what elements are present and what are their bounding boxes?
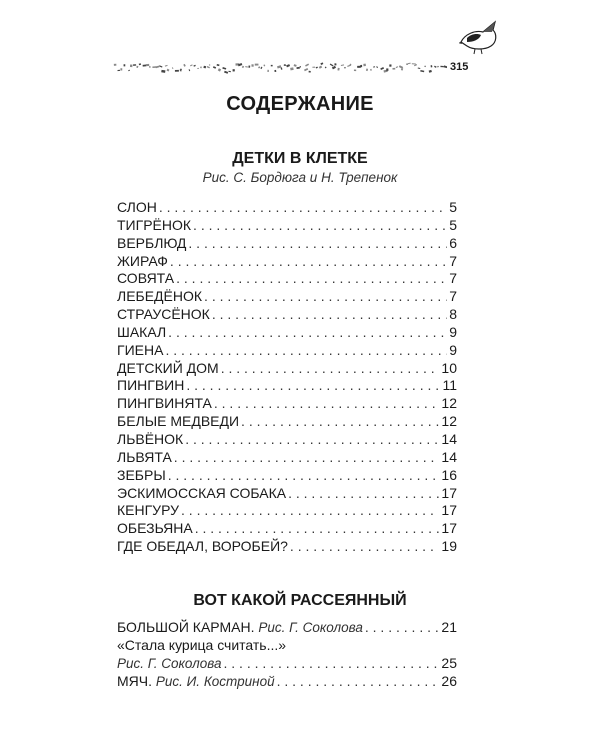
dot-leader <box>176 270 447 286</box>
toc-entry[interactable] <box>117 449 457 467</box>
speckle <box>316 67 318 69</box>
toc-list <box>117 199 457 556</box>
entry-page: 5 <box>449 199 457 215</box>
speckle <box>366 69 368 72</box>
dot-leader <box>185 431 439 447</box>
toc-entry[interactable] <box>117 431 457 449</box>
toc-entry[interactable] <box>117 360 457 378</box>
entry-page: 10 <box>441 359 457 376</box>
speckle <box>217 64 220 66</box>
entry-title: БОЛЬШОЙ КАРМАН. <box>117 619 255 635</box>
dot-leader <box>168 467 440 483</box>
dot-leader <box>214 395 440 411</box>
speckle <box>260 67 262 69</box>
speckle <box>286 64 290 67</box>
dot-leader <box>277 673 440 689</box>
speckle <box>167 69 170 72</box>
entry-title: БЕЛЫЕ МЕДВЕДИ <box>117 413 240 430</box>
speckle <box>320 62 323 65</box>
entry-page: 11 <box>442 377 457 394</box>
entry-page: 14 <box>441 448 457 465</box>
entry-title: ШАКАЛ <box>117 323 167 340</box>
speckle <box>128 70 130 72</box>
bird-illustration <box>459 20 499 56</box>
speckle <box>341 64 344 66</box>
speckle <box>224 71 228 74</box>
speckle <box>408 63 411 65</box>
toc-entry[interactable] <box>117 306 457 324</box>
entry-title: ОБЕЗЬЯНА <box>117 520 193 537</box>
entry-page: 12 <box>441 395 457 412</box>
dot-leader <box>165 342 447 358</box>
toc-entry[interactable] <box>117 502 457 520</box>
section-byline: Рис. С. Бордюга и Н. Трепенок <box>202 170 398 185</box>
dot-leader <box>290 538 440 554</box>
entry-page: 7 <box>449 270 457 287</box>
speckle <box>380 67 384 70</box>
speckle <box>255 64 259 66</box>
entry-page: 17 <box>441 502 457 519</box>
speckle <box>183 64 186 67</box>
speckle <box>363 64 366 67</box>
speckle <box>136 66 138 68</box>
entry-title: ЛЕБЕДЁНОК <box>117 288 203 305</box>
speckle <box>424 66 425 67</box>
entry-page: 14 <box>441 430 457 447</box>
speckle <box>200 66 202 68</box>
speckle <box>209 64 211 66</box>
speckle <box>117 70 120 71</box>
speckle <box>155 66 159 69</box>
speckle <box>412 63 416 64</box>
speckle <box>159 65 162 67</box>
speckle <box>332 66 336 70</box>
speckle <box>228 71 230 72</box>
toc-entry[interactable] <box>117 413 457 431</box>
speckle <box>263 64 265 66</box>
speckle <box>396 66 398 68</box>
speckle <box>245 66 248 67</box>
dot-leader <box>212 306 447 322</box>
dot-leader <box>168 324 447 340</box>
entry-page: 25 <box>441 654 457 671</box>
page-number: 315 <box>450 61 469 73</box>
speckle <box>312 67 315 68</box>
speckle <box>334 63 336 65</box>
speckle <box>406 63 408 65</box>
entry-title: ЛЬВЯТА <box>117 448 172 465</box>
speckle <box>373 66 375 67</box>
speckle <box>271 65 273 67</box>
decorative-border <box>112 60 447 74</box>
speckle <box>284 64 286 66</box>
entry-title: ВЕРБЛЮД <box>117 234 187 251</box>
speckle <box>440 66 443 68</box>
speckle <box>207 66 210 68</box>
speckle <box>248 65 250 67</box>
speckle <box>319 66 322 69</box>
entry-page: 7 <box>449 252 457 269</box>
entry-title: СТРАУСЁНОК <box>117 306 210 323</box>
entry-illustrator: Рис. И. Костриной <box>155 673 275 689</box>
speckle <box>233 69 235 71</box>
speckle <box>189 69 191 71</box>
speckle <box>267 70 268 72</box>
speckle <box>305 64 309 67</box>
dot-leader <box>365 619 440 635</box>
speckle <box>392 68 395 70</box>
toc-entry[interactable] <box>117 467 457 485</box>
speckle <box>401 68 403 71</box>
entry-page: 9 <box>449 323 457 340</box>
speckle <box>434 66 437 68</box>
entry-title: ЛЬВЁНОК <box>117 430 184 447</box>
speckle <box>172 67 174 69</box>
dot-leader <box>174 449 440 465</box>
entry-page: 12 <box>441 413 457 430</box>
entry-page: 19 <box>441 538 457 555</box>
speckle <box>399 65 403 69</box>
speckle <box>300 66 302 68</box>
speckle <box>294 64 297 67</box>
dot-leader <box>223 655 439 671</box>
speckle <box>175 70 179 72</box>
speckle <box>242 66 244 68</box>
speckle <box>120 68 122 70</box>
entry-page: 17 <box>441 484 457 501</box>
entry-illustrator: Рис. Г. Соколова <box>117 655 222 671</box>
speckle <box>190 64 193 66</box>
dot-leader <box>221 360 440 376</box>
toc-entry[interactable] <box>117 520 457 538</box>
toc-entry[interactable] <box>117 235 457 253</box>
speckle <box>133 64 136 66</box>
speckle <box>130 65 132 68</box>
speckle <box>218 68 221 71</box>
toc-entry[interactable] <box>117 395 457 413</box>
speckle <box>149 66 150 67</box>
entry-title: ГДЕ ОБЕДАЛ, ВОРОБЕЙ? <box>117 538 288 555</box>
speckle <box>376 66 378 68</box>
speckle <box>386 68 388 71</box>
speckle <box>330 64 334 67</box>
speckle <box>197 68 199 69</box>
toc-entry[interactable] <box>117 324 457 342</box>
speckle <box>325 67 327 69</box>
entry-title: ПИНГВИН <box>117 377 185 394</box>
entry-title: ДЕТСКИЙ ДОМ <box>117 359 219 376</box>
toc-entry[interactable] <box>117 288 457 306</box>
dot-leader <box>204 288 447 304</box>
speckle <box>139 63 141 65</box>
entry-title: СОВЯТА <box>117 270 175 287</box>
speckle <box>290 67 294 70</box>
speckle <box>281 67 283 69</box>
toc-entry[interactable] <box>117 217 457 235</box>
entry-page: 5 <box>449 216 457 233</box>
entry-title: СЛОН <box>117 199 157 215</box>
speckle <box>389 64 391 66</box>
section-heading: ДЕТКИ В КЛЕТКЕ <box>232 150 368 167</box>
speckle <box>360 65 362 67</box>
dot-leader <box>195 520 440 536</box>
toc-entry[interactable] <box>117 673 457 691</box>
speckle <box>354 70 356 72</box>
entry-page: 7 <box>449 288 457 305</box>
dot-leader <box>186 377 440 393</box>
page-title: СОДЕРЖАНИЕ <box>226 93 374 115</box>
entry-title: МЯЧ. <box>117 672 152 689</box>
entry-page: 9 <box>449 341 457 358</box>
entry-title[interactable]: «Стала курица считать...» <box>117 636 287 653</box>
toc-entry[interactable] <box>117 619 457 637</box>
speckle <box>124 64 126 66</box>
toc-entry[interactable] <box>117 342 457 360</box>
entry-page: 8 <box>449 306 457 323</box>
entry-page: 6 <box>449 234 457 251</box>
speckle <box>114 64 117 66</box>
section-heading: ВОТ КАКОЙ РАССЕЯННЫЙ <box>193 592 407 609</box>
speckle <box>344 67 345 68</box>
entry-title: КЕНГУРУ <box>117 502 180 519</box>
entry-page: 26 <box>441 672 457 689</box>
toc-entry[interactable] <box>117 199 457 217</box>
speckle <box>274 70 276 72</box>
toc-entry[interactable] <box>117 270 457 288</box>
speckle <box>418 67 421 69</box>
speckle <box>161 70 165 73</box>
entry-title: ПИНГВИНЯТА <box>117 395 212 412</box>
entry-title: ЖИРАФ <box>117 252 168 269</box>
speckle <box>437 66 439 68</box>
speckle <box>370 69 371 71</box>
entry-title: ТИГРЁНОК <box>117 216 192 233</box>
speckle <box>304 68 308 71</box>
speckle <box>420 70 424 72</box>
speckle <box>258 66 260 68</box>
dot-leader <box>188 235 447 251</box>
toc-entry[interactable] <box>117 655 457 673</box>
toc-list <box>117 619 457 690</box>
speckle <box>429 70 432 73</box>
speckle <box>309 71 311 73</box>
toc-entry[interactable] <box>117 253 457 271</box>
entry-title: ЗЕБРЫ <box>117 466 166 483</box>
speckle <box>444 65 447 68</box>
dot-leader <box>170 253 447 269</box>
speckle <box>146 64 149 66</box>
dot-leader <box>181 502 439 518</box>
entry-title: ГИЕНА <box>117 341 164 358</box>
speckle <box>143 65 147 67</box>
speckle <box>337 68 339 71</box>
entry-page: 21 <box>441 619 457 635</box>
speckle <box>296 67 299 69</box>
speckle <box>213 66 216 69</box>
dot-leader <box>193 217 447 233</box>
entry-illustrator: Рис. Г. Соколова <box>258 620 363 635</box>
dot-leader <box>288 485 439 501</box>
speckle <box>193 65 195 67</box>
dot-leader <box>159 199 447 215</box>
speckle <box>222 67 226 70</box>
speckle <box>203 66 206 69</box>
entry-page: 16 <box>441 466 457 483</box>
toc-entry[interactable] <box>117 485 457 503</box>
entry-page: 17 <box>441 520 457 537</box>
dot-leader <box>241 413 439 429</box>
entry-title: ЭСКИМОССКАЯ СОБАКА <box>117 484 287 501</box>
speckle <box>165 65 168 67</box>
speckle <box>251 64 253 67</box>
speckle <box>431 65 433 67</box>
toc-entry[interactable] <box>117 538 457 556</box>
toc-entry[interactable] <box>117 377 457 395</box>
